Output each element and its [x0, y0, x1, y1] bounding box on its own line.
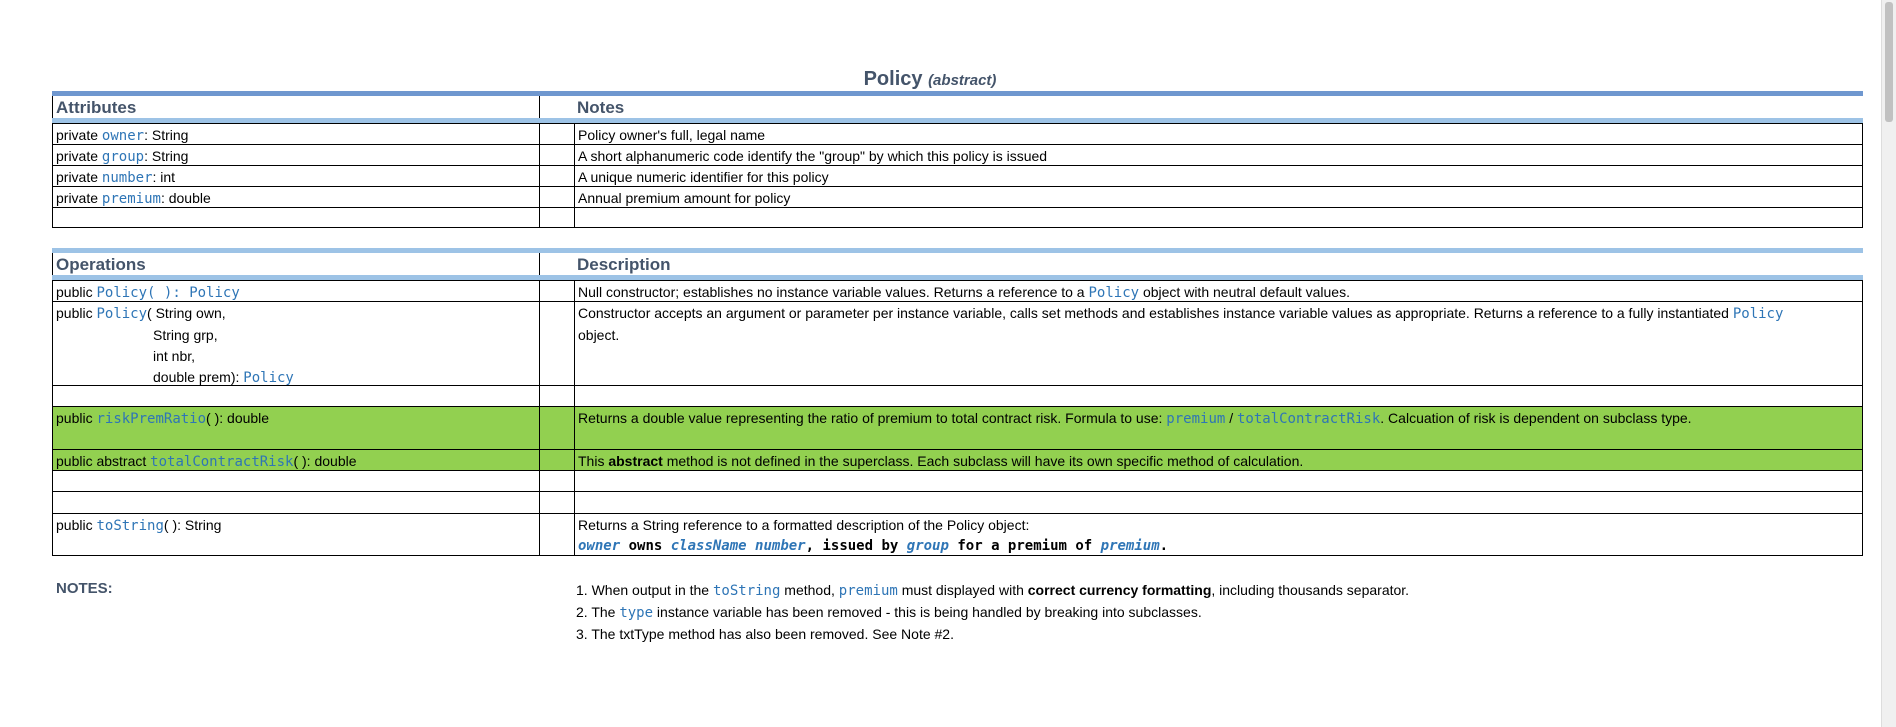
page-title: [0, 68, 1860, 91]
note-item: 2. The type instance variable has been removed - this is being handled by breaking into subclasses.: [576, 604, 1202, 621]
attribute-name: number: [101, 170, 153, 186]
notes-header: Notes: [577, 98, 625, 117]
vertical-scrollbar[interactable]: [1881, 0, 1896, 727]
attribute-note: Policy owner's full, legal name: [574, 123, 1863, 144]
notes-label: NOTES:: [56, 580, 113, 597]
method-name: riskPremRatio: [96, 411, 207, 427]
method-description: Null constructor; establishes no instance variable values. Returns a reference to a Policy object with neutral default values.: [574, 280, 1863, 301]
note-item: 1. When output in the toString method, premium must displayed with correct currency formatting, including thousands separator.: [576, 582, 1410, 599]
attributes-header-row: [52, 96, 1863, 119]
table-row: [52, 207, 1863, 228]
table-row: private owner: String Policy owner's full, legal name: [52, 123, 1863, 144]
table-row: public riskPremRatio( ): double Returns a double value representing the ratio of premium to total contract risk. Formula to use: premium / totalContractRisk. Calcuation of risk is dependent on subclass type.: [52, 406, 1863, 449]
notes-list: [576, 580, 1409, 645]
attribute-note: Annual premium amount for policy: [574, 186, 1863, 207]
method-name: Policy: [96, 285, 148, 301]
method-description: This abstract method is not defined in the superclass. Each subclass will have its own specific method of calculation.: [574, 449, 1863, 470]
method-name: toString: [96, 518, 164, 534]
attributes-header: Attributes: [52, 96, 539, 119]
table-row: public Policy( ): Policy Null constructor; establishes no instance variable values. Returns a reference to a Policy object with neutral default values.: [52, 280, 1863, 301]
table-row: private number: int A unique numeric identifier for this policy: [52, 165, 1863, 186]
operations-header-row: [52, 253, 1863, 276]
class-modifier: (abstract): [928, 72, 997, 89]
table-row: [52, 491, 1863, 513]
method-name: Policy: [96, 306, 148, 322]
method-description: Returns a double value representing the ratio of premium to total contract risk. Formula to use: premium / totalContractRisk. Calcuation of risk is dependent on subclass type.: [574, 406, 1863, 449]
table-row: private group: String A short alphanumeric code identify the "group" by which this policy is issued: [52, 144, 1863, 165]
attribute-name: owner: [101, 128, 145, 144]
operations-header: Operations: [52, 253, 539, 276]
table-row: public Policy( String own, String grp, int nbr, double prem): Policy Constructor accepts an argument or parameter per instance variable, calls set methods and establishes instance variable values as appropriate. Returns a reference to a fully instantiated Policy object.: [52, 301, 1863, 385]
attribute-note: A unique numeric identifier for this policy: [574, 165, 1863, 186]
attribute-name: group: [101, 149, 145, 165]
table-row: private premium: double Annual premium amount for policy: [52, 186, 1863, 207]
note-item: 3. The txtType method has also been removed. See Note #2.: [576, 626, 954, 642]
table-row: [52, 470, 1863, 491]
method-name: totalContractRisk: [150, 454, 294, 470]
description-header: Description: [577, 255, 671, 274]
table-row: public abstract totalContractRisk( ): double This abstract method is not defined in the superclass. Each subclass will have its own specific method of calculation.: [52, 449, 1863, 470]
format-template: owner owns className number, issued by group for a premium of premium.: [578, 538, 1169, 554]
attribute-note: A short alphanumeric code identify the "group" by which this policy is issued: [574, 144, 1863, 165]
method-description: Returns a String reference to a formatted description of the Policy object: owner owns className number, issued by group for a premium of premium.: [574, 513, 1863, 556]
table-row: public toString( ): String Returns a String reference to a formatted description of the Policy object: owner owns className number, issued by group for a premium of premium.: [52, 513, 1863, 556]
table-row: [52, 385, 1863, 406]
scrollbar-thumb[interactable]: [1885, 2, 1893, 122]
attribute-name: premium: [101, 191, 161, 207]
class-name: Policy: [863, 68, 923, 90]
method-description: Constructor accepts an argument or parameter per instance variable, calls set methods and establishes instance variable values as appropriate. Returns a reference to a fully instantiated Policy object.: [574, 301, 1863, 385]
